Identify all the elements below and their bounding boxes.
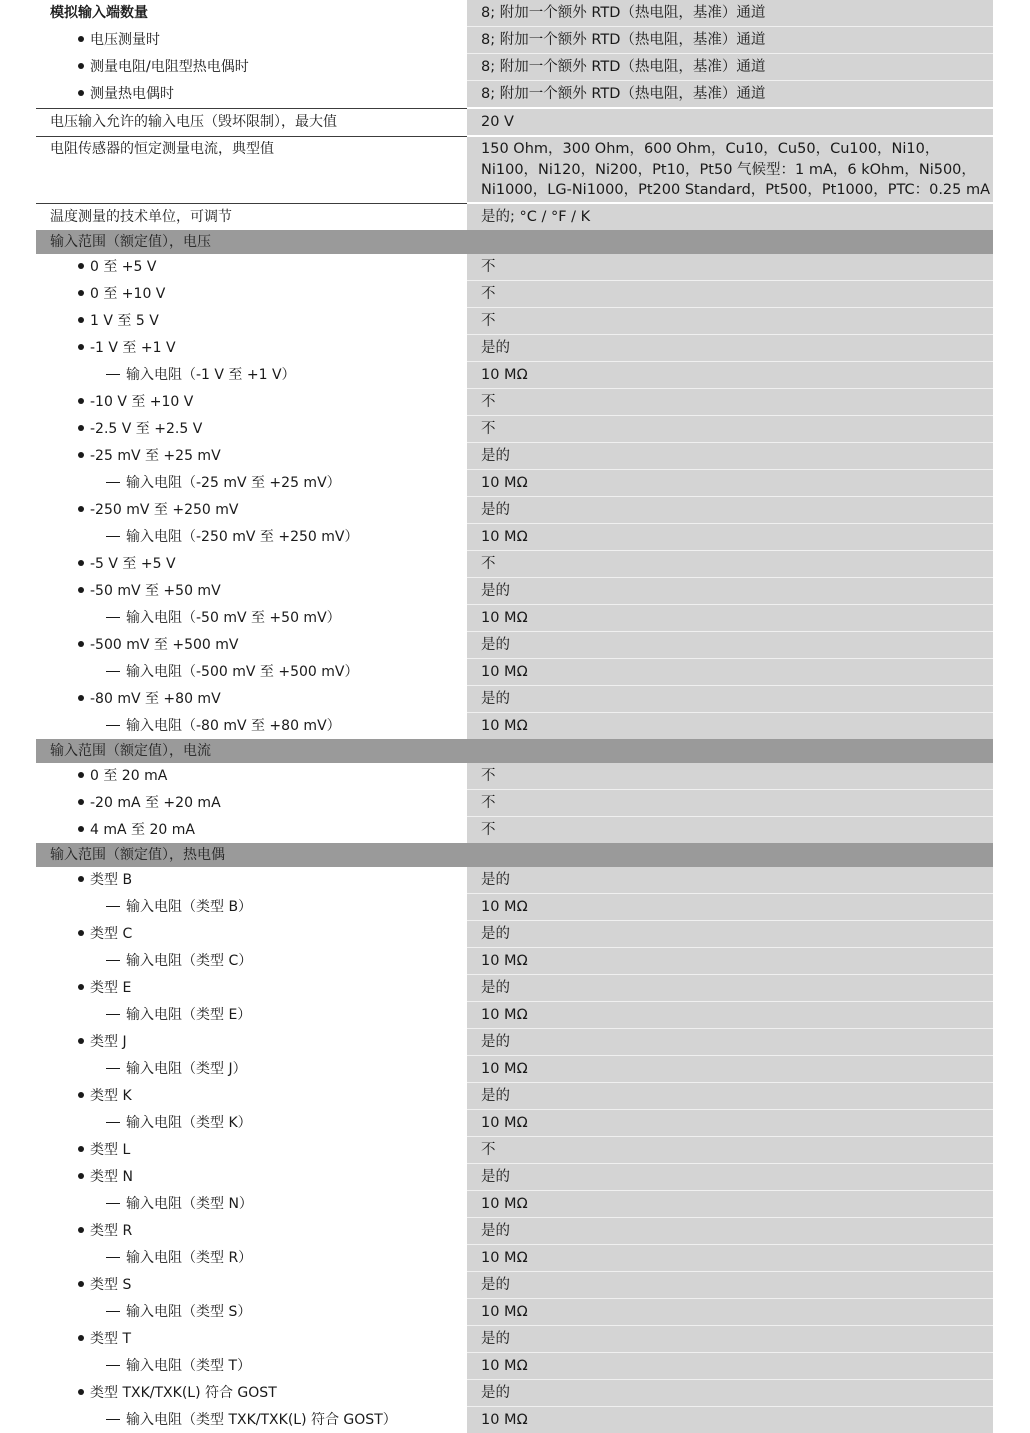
row-value: 20 V [467, 109, 993, 137]
input-resistance-row [36, 1353, 993, 1380]
row-label: 输入电阻（类型 C） [36, 948, 467, 975]
bullet-icon [78, 1281, 84, 1287]
input-resistance-row [36, 1407, 993, 1433]
row-label: 模拟输入端数量 [50, 5, 148, 21]
row-value: 10 MΩ [467, 1245, 993, 1272]
dash-icon [106, 1014, 120, 1015]
range-row [36, 867, 993, 894]
row-value: 不 [467, 763, 993, 790]
range-row [36, 1326, 993, 1353]
bullet-icon [78, 63, 84, 69]
row-label: 0 至 +5 V [36, 254, 467, 281]
range-row [36, 1137, 993, 1164]
range-row [36, 254, 993, 281]
dash-icon [106, 1257, 120, 1258]
bullet-icon [78, 344, 84, 350]
section-header-voltage: 输入范围（额定值），电压 [36, 230, 993, 254]
row-label: 类型 S [36, 1272, 467, 1299]
input-resistance-row [36, 1299, 993, 1326]
row-label: 输入电阻（类型 J） [36, 1056, 467, 1083]
row-label: 测量电阻/电阻型热电偶时 [36, 54, 467, 81]
row-label: -25 mV 至 +25 mV [36, 443, 467, 470]
row-value: 不 [467, 254, 993, 281]
bullet-icon [78, 317, 84, 323]
dash-icon [106, 536, 120, 537]
dash-icon [106, 1122, 120, 1123]
row-label: 类型 TXK/TXK(L) 符合 GOST [36, 1380, 467, 1407]
spec-table [36, 0, 993, 1433]
row-label: 电压测量时 [36, 27, 467, 54]
row-label: -80 mV 至 +80 mV [36, 686, 467, 713]
row-label: 0 至 20 mA [36, 763, 467, 790]
range-row [36, 975, 993, 1002]
bullet-icon [78, 398, 84, 404]
range-row [36, 1218, 993, 1245]
row-value: 是的 [467, 1218, 993, 1245]
row-value: 10 MΩ [467, 1353, 993, 1380]
row-value: 不 [467, 308, 993, 335]
dash-icon [106, 1365, 120, 1366]
bullet-icon [78, 263, 84, 269]
row-value: 不 [467, 416, 993, 443]
bullet-icon [78, 1092, 84, 1098]
row-value: 8; 附加一个额外 RTD（热电阻，基准）通道 [467, 0, 993, 27]
range-row [36, 281, 993, 308]
input-resistance-row [36, 524, 993, 551]
range-row [36, 921, 993, 948]
row-label: 输入电阻（-50 mV 至 +50 mV） [36, 605, 467, 632]
row-value: 是的 [467, 1164, 993, 1191]
range-row [36, 1380, 993, 1407]
row-value: 是的 [467, 975, 993, 1002]
row-value: 10 MΩ [467, 362, 993, 389]
range-row [36, 1083, 993, 1110]
dash-icon [106, 482, 120, 483]
spec-row-max-input-voltage [36, 109, 993, 137]
row-value: 10 MΩ [467, 1002, 993, 1029]
input-resistance-row [36, 948, 993, 975]
row-label: 输入电阻（类型 E） [36, 1002, 467, 1029]
range-row [36, 443, 993, 470]
row-label: 输入电阻（类型 N） [36, 1191, 467, 1218]
row-label: 电压输入允许的输入电压（毁坏限制），最大值 [36, 109, 467, 137]
row-value: 10 MΩ [467, 659, 993, 686]
dash-icon [106, 1311, 120, 1312]
spec-row-voltage-measure [36, 27, 993, 54]
row-label: 类型 J [36, 1029, 467, 1056]
row-label: 类型 K [36, 1083, 467, 1110]
row-value: 是的 [467, 632, 993, 659]
row-value: 10 MΩ [467, 1407, 993, 1433]
spec-row-analog-inputs [36, 0, 993, 27]
row-value: 是的 [467, 1083, 993, 1110]
row-value: 不 [467, 817, 993, 843]
dash-icon [106, 1419, 120, 1420]
row-label: 输入电阻（类型 R） [36, 1245, 467, 1272]
row-label: 输入电阻（类型 T） [36, 1353, 467, 1380]
row-label: 类型 L [36, 1137, 467, 1164]
input-resistance-row [36, 1245, 993, 1272]
row-value: 不 [467, 1137, 993, 1164]
bullet-icon [78, 641, 84, 647]
row-value: 10 MΩ [467, 470, 993, 497]
range-row [36, 308, 993, 335]
row-label: 0 至 +10 V [36, 281, 467, 308]
input-resistance-row [36, 1110, 993, 1137]
range-row [36, 335, 993, 362]
bullet-icon [78, 425, 84, 431]
bullet-icon [78, 984, 84, 990]
row-value: 是的 [467, 578, 993, 605]
row-value: 不 [467, 389, 993, 416]
row-value: 10 MΩ [467, 1110, 993, 1137]
row-value: 是的 [467, 921, 993, 948]
row-label: -250 mV 至 +250 mV [36, 497, 467, 524]
row-label: 电阻传感器的恒定测量电流，典型值 [36, 137, 467, 204]
row-value: 是的; °C / °F / K [467, 204, 993, 230]
range-row [36, 817, 993, 843]
row-label: 类型 N [36, 1164, 467, 1191]
row-label: 类型 E [36, 975, 467, 1002]
dash-icon [106, 617, 120, 618]
row-value: 8; 附加一个额外 RTD（热电阻，基准）通道 [467, 27, 993, 54]
bullet-icon [78, 290, 84, 296]
bullet-icon [78, 506, 84, 512]
input-resistance-row [36, 659, 993, 686]
dash-icon [106, 960, 120, 961]
row-value: 10 MΩ [467, 713, 993, 739]
row-label: 输入电阻（-250 mV 至 +250 mV） [36, 524, 467, 551]
row-value: 不 [467, 790, 993, 817]
spec-row-measurement-current [36, 137, 993, 204]
section-header-thermocouple: 输入范围（额定值），热电偶 [36, 843, 993, 867]
bullet-icon [78, 1146, 84, 1152]
bullet-icon [78, 560, 84, 566]
row-value: 是的 [467, 1272, 993, 1299]
row-value: 10 MΩ [467, 1299, 993, 1326]
spec-row-thermocouple-measure [36, 81, 993, 109]
row-label: 输入电阻（-25 mV 至 +25 mV） [36, 470, 467, 497]
dash-icon [106, 671, 120, 672]
row-value: 10 MΩ [467, 1056, 993, 1083]
range-row [36, 497, 993, 524]
range-row [36, 416, 993, 443]
row-value: 是的 [467, 686, 993, 713]
row-label: -2.5 V 至 +2.5 V [36, 416, 467, 443]
row-value: 是的 [467, 867, 993, 894]
row-value: 10 MΩ [467, 948, 993, 975]
row-label: 类型 C [36, 921, 467, 948]
row-label: 4 mA 至 20 mA [36, 817, 467, 843]
bullet-icon [78, 1038, 84, 1044]
row-value: 150 Ohm，300 Ohm，600 Ohm，Cu10，Cu50，Cu100，Ni10，Ni100，Ni120，Ni200，Pt10，Pt50 气候型：1 mA，6 kOhm，Ni500，Ni1000，LG-Ni1000，Pt200 Standard，Pt500，Pt1000，PTC：0.25 mA [467, 137, 993, 204]
row-label: -20 mA 至 +20 mA [36, 790, 467, 817]
row-value: 是的 [467, 1029, 993, 1056]
row-value: 10 MΩ [467, 524, 993, 551]
current-rows [36, 763, 993, 843]
bullet-icon [78, 1227, 84, 1233]
bullet-icon [78, 1173, 84, 1179]
row-value: 是的 [467, 443, 993, 470]
row-label: -1 V 至 +1 V [36, 335, 467, 362]
row-label: 输入电阻（-1 V 至 +1 V） [36, 362, 467, 389]
range-row [36, 551, 993, 578]
range-row [36, 1164, 993, 1191]
row-value: 8; 附加一个额外 RTD（热电阻，基准）通道 [467, 81, 993, 109]
row-label: 输入电阻（类型 S） [36, 1299, 467, 1326]
dash-icon [106, 374, 120, 375]
range-row [36, 389, 993, 416]
range-row [36, 578, 993, 605]
row-label: 测量热电偶时 [36, 81, 467, 109]
bullet-icon [78, 1389, 84, 1395]
bullet-icon [78, 876, 84, 882]
bullet-icon [78, 930, 84, 936]
section-header-current: 输入范围（额定值），电流 [36, 739, 993, 763]
row-label: 输入电阻（类型 TXK/TXK(L) 符合 GOST） [36, 1407, 467, 1433]
bullet-icon [78, 695, 84, 701]
row-label: 温度测量的技术单位，可调节 [50, 209, 232, 226]
row-label: -50 mV 至 +50 mV [36, 578, 467, 605]
row-value: 10 MΩ [467, 605, 993, 632]
bullet-icon [78, 36, 84, 42]
row-value: 是的 [467, 1380, 993, 1407]
row-label: 类型 T [36, 1326, 467, 1353]
bullet-icon [78, 772, 84, 778]
input-resistance-row [36, 713, 993, 739]
range-row [36, 763, 993, 790]
row-label: 1 V 至 5 V [36, 308, 467, 335]
dash-icon [106, 906, 120, 907]
row-value: 10 MΩ [467, 894, 993, 921]
bullet-icon [78, 90, 84, 96]
row-value: 是的 [467, 497, 993, 524]
bullet-icon [78, 452, 84, 458]
spec-row-resistance-measure [36, 54, 993, 81]
voltage-rows [36, 254, 993, 739]
input-resistance-row [36, 1002, 993, 1029]
input-resistance-row [36, 605, 993, 632]
input-resistance-row [36, 470, 993, 497]
input-resistance-row [36, 1191, 993, 1218]
input-resistance-row [36, 1056, 993, 1083]
row-label: 类型 B [36, 867, 467, 894]
row-label: -500 mV 至 +500 mV [36, 632, 467, 659]
row-label: 输入电阻（-80 mV 至 +80 mV） [36, 713, 467, 739]
row-value: 8; 附加一个额外 RTD（热电阻，基准）通道 [467, 54, 993, 81]
row-value: 不 [467, 551, 993, 578]
row-value: 是的 [467, 1326, 993, 1353]
row-label: -5 V 至 +5 V [36, 551, 467, 578]
range-row [36, 686, 993, 713]
row-label: 类型 R [36, 1218, 467, 1245]
bullet-icon [78, 1335, 84, 1341]
range-row [36, 632, 993, 659]
row-value: 10 MΩ [467, 1191, 993, 1218]
spec-row-temperature-unit [36, 204, 993, 230]
row-label: 输入电阻（-500 mV 至 +500 mV） [36, 659, 467, 686]
dash-icon [106, 1068, 120, 1069]
input-resistance-row [36, 894, 993, 921]
bullet-icon [78, 826, 84, 832]
range-row [36, 1272, 993, 1299]
row-label: -10 V 至 +10 V [36, 389, 467, 416]
row-label: 输入电阻（类型 B） [36, 894, 467, 921]
row-value: 不 [467, 281, 993, 308]
row-value: 是的 [467, 335, 993, 362]
range-row [36, 1029, 993, 1056]
row-label: 输入电阻（类型 K） [36, 1110, 467, 1137]
bullet-icon [78, 587, 84, 593]
thermocouple-rows [36, 867, 993, 1433]
bullet-icon [78, 799, 84, 805]
range-row [36, 790, 993, 817]
dash-icon [106, 1203, 120, 1204]
input-resistance-row [36, 362, 993, 389]
dash-icon [106, 725, 120, 726]
